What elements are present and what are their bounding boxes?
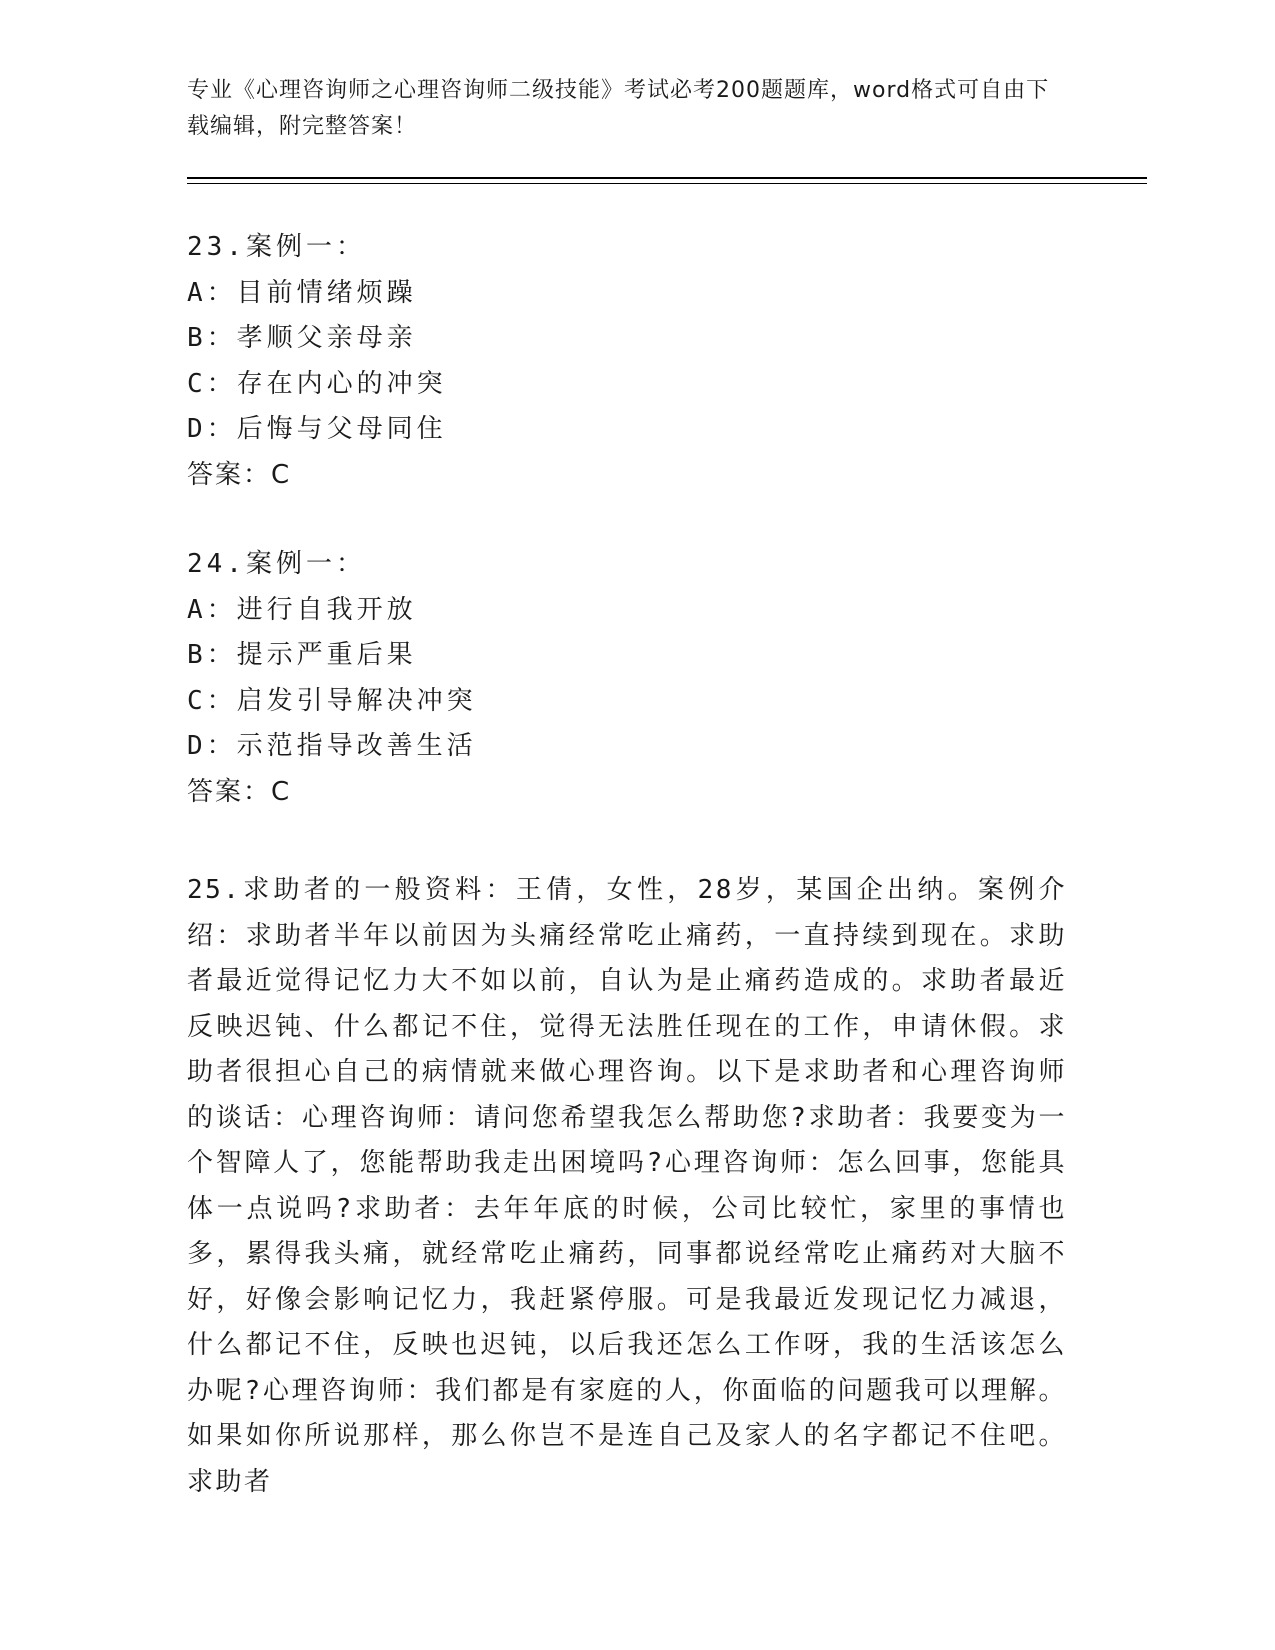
question-24: [187, 542, 1067, 815]
option-c: C：启发引导解决冲突: [187, 685, 477, 716]
question-25-case-text: 25.求助者的一般资料：王倩，女性，28岁，某国企出纳。案例介绍：求助者半年以前因为头痛经常吃止痛药，一直持续到现在。求助者最近觉得记忆力大不如以前，自认为是止痛药造成的。求助者最近反映迟钝、什么都记不住，觉得无法胜任现在的工作，申请休假。求助者很担心自己的病情就来做心理咨询。以下是求助者和心理咨询师的谈话：心理咨询师：请问您希望我怎么帮助您?求助者：我要变为一个智障人了，您能帮助我走出困境吗?心理咨询师：怎么回事，您能具体一点说吗?求助者：去年年底的时候，公司比较忙，家里的事情也多，累得我头痛，就经常吃止痛药，同事都说经常吃止痛药对大脑不好，好像会影响记忆力，我赶紧停服。可是我最近发现记忆力减退，什么都记不住，反映也迟钝，以后我还怎么工作呀，我的生活该怎么办呢?心理咨询师：我们都是有家庭的人，你面临的问题我可以理解。如果如你所说那样，那么你岂不是连自己及家人的名字都记不住吧。求助者: [187, 875, 1067, 1497]
question-23: [187, 225, 1067, 498]
question-stem: 23.案例一：: [187, 232, 366, 262]
option-a: A：进行自我开放: [187, 594, 417, 625]
answer-line: 答案：C: [187, 459, 292, 490]
answer-line: 答案：C: [187, 776, 292, 807]
document-header: 专业《心理咨询师之心理咨询师二级技能》考试必考200题题库，word格式可自由下载编辑，附完整答案！: [187, 78, 1050, 139]
question-stem: 24.案例一：: [187, 549, 366, 579]
option-d: D：后悔与父母同住: [187, 414, 447, 444]
option-b: B：提示严重后果: [187, 640, 417, 670]
option-a: A：目前情绪烦躁: [187, 277, 417, 308]
option-c: C：存在内心的冲突: [187, 368, 447, 399]
option-d: D：示范指导改善生活: [187, 731, 477, 761]
header-divider-thick: [187, 177, 1147, 179]
option-b: B：孝顺父亲母亲: [187, 323, 417, 353]
header-divider-thin: [187, 183, 1147, 184]
